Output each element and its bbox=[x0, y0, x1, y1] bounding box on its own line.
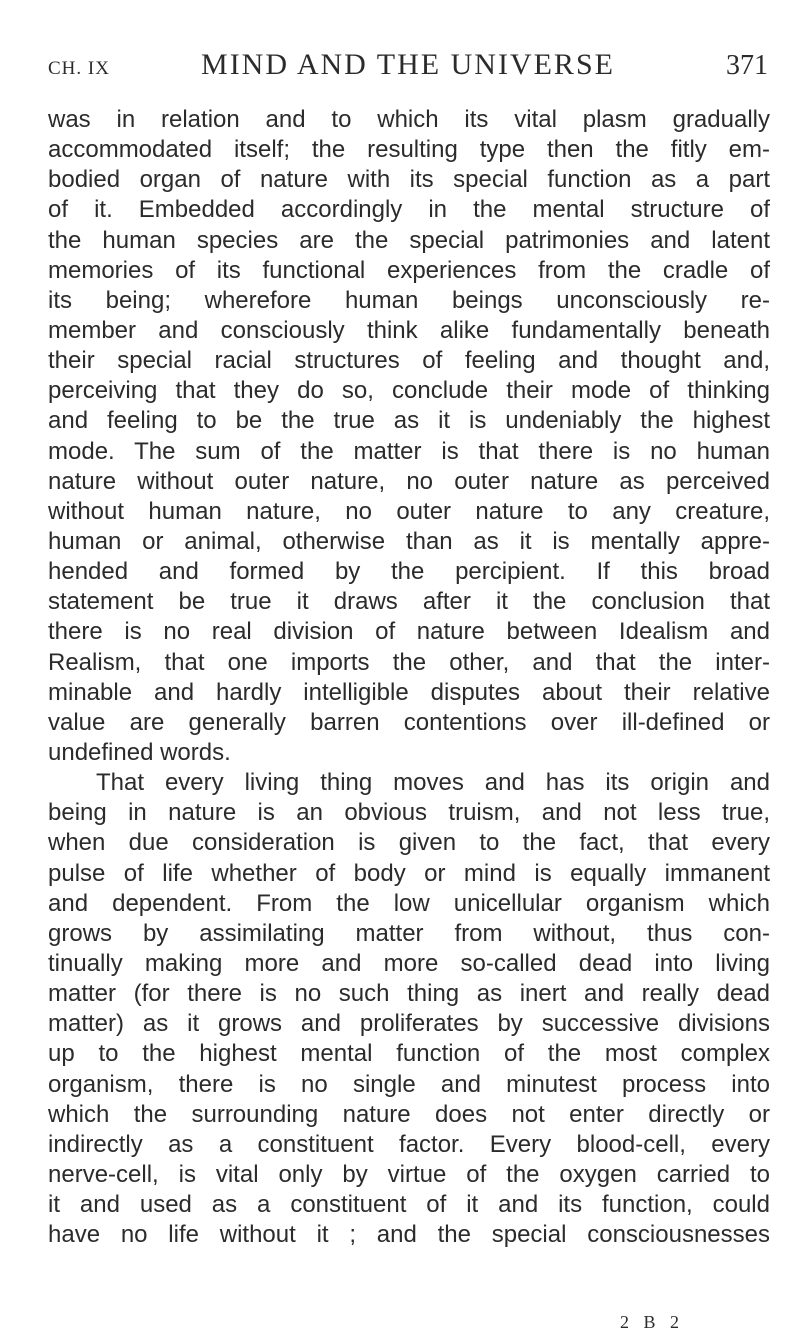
text-line: the human species are the special patrimonies and latent bbox=[48, 226, 770, 254]
text-line: their special racial structures of feeling and thought and, bbox=[48, 347, 770, 375]
page-number: 371 bbox=[726, 50, 768, 81]
text-line: perceiving that they do so, conclude their mode of thinking bbox=[48, 377, 770, 405]
chapter-label: CH. IX bbox=[48, 58, 110, 79]
text-line: value are generally barren contentions over ill-defined or bbox=[48, 708, 770, 736]
text-line: member and consciously think alike fundamentally beneath bbox=[48, 316, 770, 344]
text-line: statement be true it draws after it the conclusion that bbox=[48, 588, 770, 616]
body-text bbox=[48, 105, 770, 1250]
text-line: of it. Embedded accordingly in the mental structure of bbox=[48, 196, 770, 224]
text-line: without human nature, no outer nature to any creature, bbox=[48, 497, 770, 525]
text-line: and feeling to be the true as it is undeniably the highest bbox=[48, 407, 770, 435]
running-title: MIND AND THE UNIVERSE bbox=[201, 48, 615, 81]
text-line: its being; wherefore human beings unconsciously re- bbox=[48, 286, 770, 314]
text-line: up to the highest mental function of the most complex bbox=[48, 1040, 770, 1068]
text-line: human or animal, otherwise than as it is mentally appre- bbox=[48, 527, 770, 555]
text-line: tinually making more and more so-called dead into living bbox=[48, 949, 770, 977]
text-line: minable and hardly intelligible disputes about their relative bbox=[48, 678, 770, 706]
text-line: and dependent. From the low unicellular organism which bbox=[48, 889, 770, 917]
text-line: which the surrounding nature does not enter directly or bbox=[48, 1100, 770, 1128]
text-line: there is no real division of nature between Idealism and bbox=[48, 618, 770, 646]
text-line: nerve-cell, is vital only by virtue of the oxygen carried to bbox=[48, 1160, 770, 1188]
paragraph bbox=[48, 105, 770, 768]
signature-mark: 2 B 2 bbox=[620, 1312, 685, 1332]
paragraph bbox=[48, 768, 770, 1250]
text-line: undefined words. bbox=[48, 738, 231, 766]
text-line: Realism, that one imports the other, and that the inter- bbox=[48, 648, 770, 676]
text-line: have no life without it ; and the special consciousnesses bbox=[48, 1221, 770, 1249]
text-line: matter (for there is no such thing as inert and really dead bbox=[48, 980, 770, 1008]
running-header bbox=[48, 48, 768, 88]
text-line: matter) as it grows and proliferates by successive divisions bbox=[48, 1010, 770, 1038]
text-line: nature without outer nature, no outer nature as perceived bbox=[48, 467, 770, 495]
text-line: mode. The sum of the matter is that there is no human bbox=[48, 437, 770, 465]
text-line: accommodated itself; the resulting type then the fitly em- bbox=[48, 136, 770, 164]
text-line: being in nature is an obvious truism, and not less true, bbox=[48, 799, 770, 827]
text-line: memories of its functional experiences from the cradle of bbox=[48, 256, 770, 284]
text-line: was in relation and to which its vital plasm gradually bbox=[48, 106, 770, 133]
text-line: hended and formed by the percipient. If this broad bbox=[48, 558, 770, 586]
text-line: organism, there is no single and minutest process into bbox=[48, 1070, 770, 1098]
text-line: it and used as a constituent of it and its function, could bbox=[48, 1191, 770, 1219]
text-line: bodied organ of nature with its special function as a part bbox=[48, 166, 770, 194]
text-line: grows by assimilating matter from without, thus con- bbox=[48, 919, 770, 947]
text-line: indirectly as a constituent factor. Every blood-cell, every bbox=[48, 1130, 770, 1158]
text-line: when due consideration is given to the fact, that every bbox=[48, 829, 770, 857]
text-line: pulse of life whether of body or mind is equally immanent bbox=[48, 859, 770, 887]
text-line: That every living thing moves and has its origin and bbox=[96, 769, 770, 797]
